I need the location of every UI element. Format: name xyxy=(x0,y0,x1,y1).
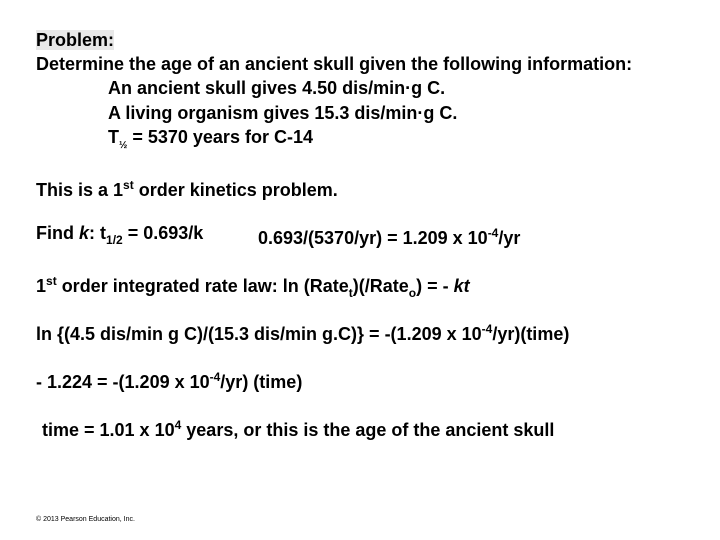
kinetics-prefix: This is a 1 xyxy=(36,180,124,200)
rate-law-prefix: 1 xyxy=(36,276,47,296)
value-step-end: /yr) (time) xyxy=(220,372,303,392)
half-life-symbol: T xyxy=(108,127,119,147)
rate-law-sub-t: t xyxy=(348,286,353,300)
problem-heading: Problem: xyxy=(36,30,115,50)
answer-exponent: 4 xyxy=(174,418,182,432)
rate-law-end: ) = - xyxy=(416,276,454,296)
given-skull-rate: An ancient skull gives 4.50 dis/min·g C. xyxy=(108,78,446,98)
value-step-text: - 1.224 = -(1.209 x 10 xyxy=(36,372,210,392)
ln-step-text: ln {(4.5 dis/min g C)/(15.3 dis/min g.C)} = -(1.209 x 10 xyxy=(36,324,482,344)
rate-law-sub-o: o xyxy=(408,286,417,300)
given-half-life xyxy=(108,126,313,157)
kinetics-ordinal: st xyxy=(123,178,134,192)
problem-statement: Determine the age of an ancient skull given the following information: xyxy=(36,54,633,74)
rate-law-ordinal: st xyxy=(46,274,57,288)
ln-step-exponent: -4 xyxy=(481,322,493,336)
kinetics-rest: order kinetics problem. xyxy=(133,180,338,200)
rate-law-line xyxy=(36,270,470,304)
value-step-exponent: -4 xyxy=(209,370,221,384)
find-k-subscript: 1/2 xyxy=(106,233,123,247)
rate-law-kt: kt xyxy=(453,276,470,296)
find-k-symbol: k xyxy=(79,223,90,243)
answer-text: time = 1.01 x 10 xyxy=(42,420,175,440)
kinetics-statement xyxy=(36,174,338,201)
find-k-equation: = 0.693/k xyxy=(122,223,204,243)
ln-step xyxy=(36,318,569,345)
rate-law-mid: )(/Rate xyxy=(352,276,409,296)
copyright-notice: © 2013 Pearson Education, Inc. xyxy=(36,516,135,523)
find-k-line xyxy=(36,222,203,251)
find-k-label: Find xyxy=(36,223,79,243)
find-k-colon: : t xyxy=(89,223,107,243)
half-life-subscript: ½ xyxy=(119,140,128,151)
given-living-rate: A living organism gives 15.3 dis/min·g C. xyxy=(108,103,458,123)
problem-label xyxy=(36,29,114,51)
answer-end: years, or this is the age of the ancient skull xyxy=(181,420,555,440)
k-calc-unit: /yr xyxy=(498,228,521,248)
value-step xyxy=(36,366,302,393)
k-calculation xyxy=(258,222,520,249)
half-life-value: = 5370 years for C-14 xyxy=(127,127,313,147)
k-calc-exponent: -4 xyxy=(487,226,499,240)
answer-line xyxy=(42,414,554,441)
k-calc-text: 0.693/(5370/yr) = 1.209 x 10 xyxy=(258,228,488,248)
ln-step-end: /yr)(time) xyxy=(492,324,570,344)
rate-law-text: order integrated rate law: ln (Rate xyxy=(56,276,349,296)
